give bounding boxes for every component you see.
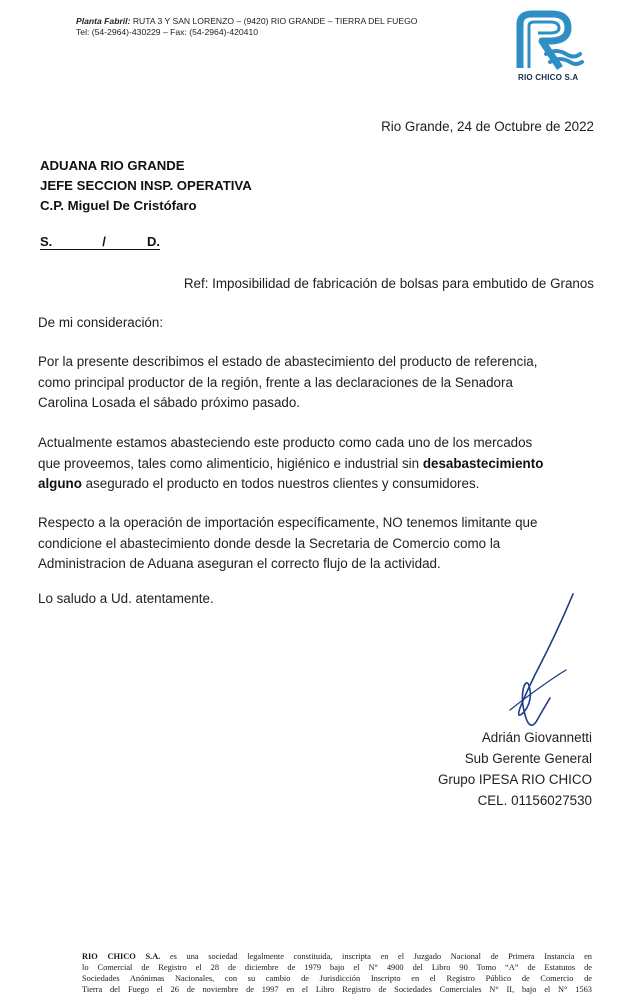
paragraph-line: condicione el abastecimiento donde desde la Secretaria de Comercio como la — [38, 535, 501, 551]
signatory-company: Grupo IPESA RIO CHICO — [437, 772, 592, 787]
footer-line: Sociedades Anónimas Nacionales, con su cambio de Jurisdicción Inscripto en el Registro Público de Comercio de — [82, 974, 592, 983]
recipient-line: JEFE SECCION INSP. OPERATIVA — [40, 178, 252, 193]
handwritten-signature — [480, 590, 590, 740]
plant-label: Planta Fabril: — [76, 16, 131, 26]
recipient-line: C.P. Miguel De Cristófaro — [40, 198, 197, 213]
salutation-d: D. — [126, 234, 160, 250]
footer-company: RIO CHICO S.A. — [82, 952, 161, 961]
emphasis-text: desabastecimiento — [422, 455, 544, 471]
letterhead-address — [76, 16, 417, 38]
signatory-title: Sub Gerente General — [464, 751, 592, 766]
paragraph-1 — [38, 352, 598, 414]
salutation-mark — [40, 234, 160, 250]
logo-caption: RIO CHICO S.A — [518, 73, 579, 82]
plant-address-line — [76, 16, 417, 27]
emphasis-text: alguno — [38, 476, 82, 491]
paragraph-line: Administracion de Aduana aseguran el correcto flujo de la actividad. — [38, 556, 441, 571]
recipient-line: ADUANA RIO GRANDE — [40, 158, 185, 173]
footer-line: lo Comercial de Registro el 28 de diciembre de 1979 bajo el N° 4900 del Libro 90 Tomo “A” de Estatutos de — [82, 963, 592, 972]
signatory-name: Adrián Giovannetti — [481, 730, 592, 745]
footer-text: es una sociedad legalmente constituida, inscripta en el Juzgado Nacional de Primera Instancia en — [160, 952, 592, 961]
rio-chico-logo-icon — [512, 10, 584, 74]
paragraph-3 — [38, 513, 598, 575]
paragraph-line: como principal productor de la región, frente a las declaraciones de la Senadora — [38, 374, 513, 390]
paragraph-text: que proveemos, tales como alimenticio, higiénico e industrial sin — [38, 455, 423, 471]
plant-address: RUTA 3 Y SAN LORENZO – (9420) RIO GRANDE – TIERRA DEL FUEGO — [132, 16, 418, 26]
recipient-block — [40, 156, 252, 216]
signature-icon — [480, 590, 590, 740]
closing-line: Lo saludo a Ud. atentamente. — [38, 591, 214, 606]
paragraph-2 — [38, 433, 598, 495]
paragraph-line: Carolina Losada el sábado próximo pasado. — [38, 395, 301, 410]
phone-line: Tel: (54-2964)-430229 – Fax: (54-2964)-420410 — [76, 27, 259, 37]
greeting: De mi consideración: — [38, 315, 164, 330]
paragraph-text: asegurado el producto en todos nuestros clientes y consumidores. — [81, 476, 480, 491]
salutation-s: S. — [40, 234, 82, 250]
legal-footer — [82, 951, 592, 995]
footer-line: Tierra del Fuego el 26 de noviembre de 1997 en el Libro Registro de Sociedades Comerciales N° II, bajo el N° 1563 — [82, 985, 592, 994]
paragraph-line — [38, 454, 598, 475]
letter-date: Rio Grande, 24 de Octubre de 2022 — [381, 119, 594, 134]
signatory-phone: CEL. 01156027530 — [477, 793, 592, 808]
signatory-block — [438, 727, 592, 811]
paragraph-line: Respecto a la operación de importación específicamente, NO tenemos limitante que — [38, 515, 538, 530]
paragraph-line — [38, 474, 598, 495]
salutation-slash: / — [82, 234, 126, 250]
footer-line — [82, 951, 592, 962]
reference-line: Ref: Imposibilidad de fabricación de bolsas para embutido de Granos — [183, 276, 594, 291]
paragraph-line: Por la presente describimos el estado de abastecimiento del producto de referencia, — [38, 354, 538, 369]
paragraph-line: Actualmente estamos abasteciendo este producto como cada uno de los mercados — [38, 435, 533, 450]
